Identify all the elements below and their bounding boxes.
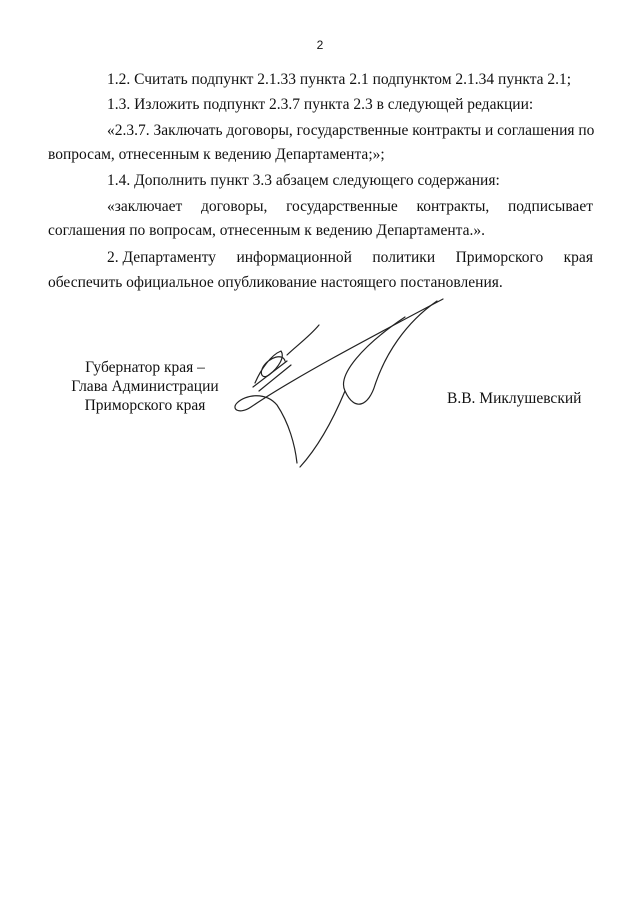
quote-2-3-7-line-2: вопросам, отнесенным к ведению Департамента;»; (48, 146, 385, 163)
word: информационной (236, 249, 352, 266)
word: подписывает (507, 198, 593, 215)
word: договоры, (201, 198, 268, 215)
signature-stroke (255, 351, 285, 383)
paragraph-2-line-2: обеспечить официальное опубликование настоящего постановления. (48, 274, 503, 291)
paragraph-2-line-1 (107, 248, 593, 268)
signature-stroke (300, 391, 345, 467)
signature-stroke (344, 301, 437, 404)
paragraph-1-4: 1.4. Дополнить пункт 3.3 абзацем следующего содержания: (107, 172, 500, 189)
signatory-position (60, 358, 230, 415)
word: политики (372, 249, 436, 266)
word: 2. Департаменту (107, 249, 217, 266)
signature-stroke (253, 361, 287, 387)
quote-2-3-7-line-1: «2.3.7. Заключать договоры, государственные контракты и соглашения по (107, 122, 595, 139)
word: Приморского (455, 249, 544, 266)
page-number: 2 (316, 38, 324, 52)
position-line-1: Губернатор края – (85, 359, 205, 376)
position-line-2: Глава Администрации (71, 378, 219, 395)
signature-stroke (287, 325, 319, 355)
position-line-3: Приморского края (84, 397, 206, 414)
word: края (563, 249, 593, 266)
signature-stroke (235, 299, 443, 463)
handwritten-signature (225, 295, 455, 470)
word: контракты, (416, 198, 490, 215)
word: «заключает (107, 198, 183, 215)
word: государственные (286, 198, 398, 215)
paragraph-1-3: 1.3. Изложить подпункт 2.3.7 пункта 2.3 в следующей редакции: (107, 96, 534, 113)
quote-abzac-line-1 (107, 197, 593, 217)
signatory-name: В.В. Миклушевский (447, 390, 582, 407)
quote-abzac-line-2: соглашения по вопросам, отнесенным к ведению Департамента.». (48, 222, 485, 239)
paragraph-1-2: 1.2. Считать подпункт 2.1.33 пункта 2.1 подпунктом 2.1.34 пункта 2.1; (107, 71, 572, 88)
